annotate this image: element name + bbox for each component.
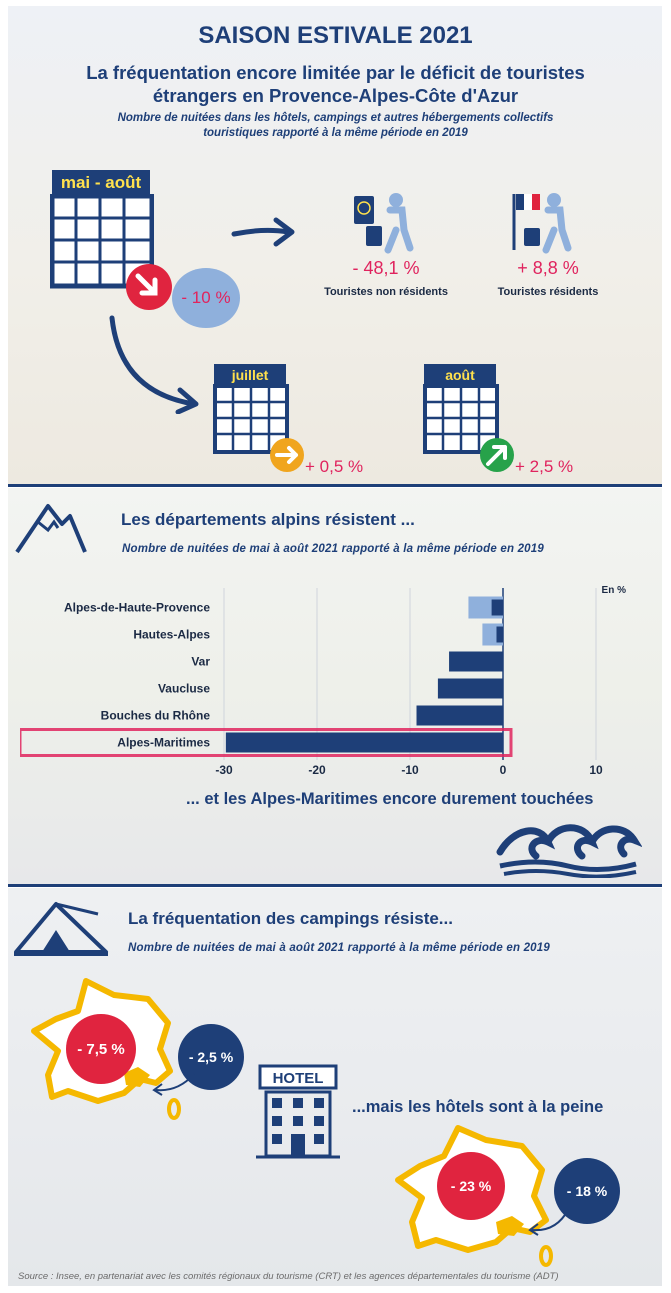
chart-unit-label: En % [601, 585, 626, 596]
page-subtitle-line2: étrangers en Provence-Alpes-Côte d'Azur [152, 85, 519, 106]
hotels-title: ...mais les hôtels sont à la peine [352, 1098, 604, 1116]
category-label: Vaucluse [157, 681, 210, 696]
bar [438, 679, 503, 699]
alpine-subtitle: Nombre de nuitées de mai à août 2021 rapporté à la même période en 2019 [122, 543, 544, 555]
traveler-flag-icon [508, 190, 574, 254]
camping-france-change: - 7,5 % [66, 1014, 136, 1084]
curved-pointer-hotels-icon [526, 1206, 576, 1238]
x-tick-label: -10 [401, 763, 419, 777]
category-label: Hautes-Alpes [133, 627, 210, 642]
down-arrow-icon [124, 262, 174, 312]
right-arrow-icon [228, 212, 300, 252]
page-title: SAISON ESTIVALE 2021 [198, 22, 473, 49]
hotel-icon [256, 1064, 340, 1160]
bar [492, 600, 503, 616]
bar-chart [20, 580, 650, 780]
x-tick-label: 0 [499, 763, 507, 777]
july-change: + 0,5 % [305, 457, 364, 476]
july-label: juillet [214, 364, 286, 386]
source-note: Source : Insee, en partenariat avec les comités régionaux du tourisme (CRT) et les agences départementales du tourisme (ADT) [18, 1271, 559, 1282]
page-subtitle-line1: La fréquentation encore limitée par le déficit de touristes [86, 62, 585, 83]
camping-title: La fréquentation des campings résiste... [128, 909, 453, 928]
traveler-passport-icon [352, 190, 416, 254]
category-label: Alpes-Maritimes [117, 735, 210, 750]
waves-icon [496, 818, 642, 878]
curved-pointer-icon [150, 1068, 200, 1098]
bar [417, 706, 503, 726]
bar [496, 627, 503, 643]
period-label: mai - août [52, 170, 150, 196]
category-label: Alpes-de-Haute-Provence [63, 600, 210, 615]
non-residents-change: - 48,1 % [352, 258, 420, 278]
section-divider-2 [8, 884, 662, 887]
period-change: - 10 % [172, 268, 240, 328]
residents-change: + 8,8 % [517, 258, 579, 278]
hotels-region-change: - 18 % [554, 1158, 620, 1224]
category-label: Bouches du Rhône [100, 708, 210, 723]
residents-label: Touristes résidents [497, 286, 599, 298]
page-note-line1: Nombre de nuitées dans les hôtels, campings et autres hébergements collectifs [117, 112, 554, 124]
august-label: août [424, 364, 496, 386]
category-label: Var [191, 654, 210, 669]
camping-region-change: - 2,5 % [178, 1024, 244, 1090]
up-arrow-icon [478, 436, 516, 474]
x-tick-label: 10 [589, 763, 603, 777]
section-divider [8, 484, 662, 487]
alpine-footer: ... et les Alpes-Maritimes encore durement touchées [186, 790, 594, 808]
august-change: + 2,5 % [515, 457, 574, 476]
bar [449, 652, 503, 672]
mountain-icon [14, 500, 88, 556]
x-tick-label: -30 [215, 763, 233, 777]
x-tick-label: -20 [308, 763, 326, 777]
page-note-line2: touristiques rapporté à la même période en 2019 [203, 127, 468, 139]
hotels-france-change: - 23 % [437, 1152, 505, 1220]
alpine-title: Les départements alpins résistent ... [121, 510, 415, 529]
camping-subtitle: Nombre de nuitées de mai à août 2021 rapporté à la même période en 2019 [128, 942, 550, 954]
non-residents-label: Touristes non résidents [324, 286, 448, 298]
tent-icon [12, 896, 110, 958]
flat-arrow-icon [268, 436, 306, 474]
curved-arrow-icon [98, 312, 210, 414]
bar [226, 733, 503, 753]
hotel-sign-text: HOTEL [272, 1070, 324, 1087]
